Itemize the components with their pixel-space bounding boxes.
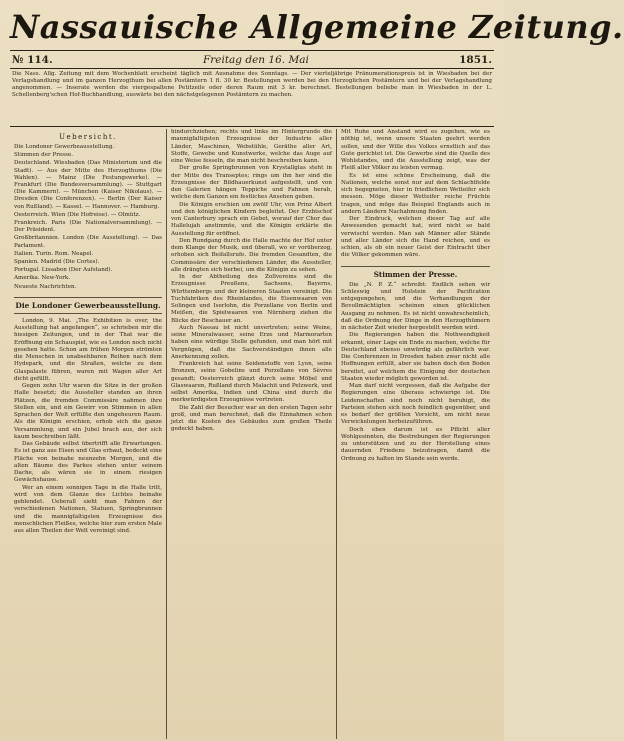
issue-number: № 114. xyxy=(12,53,53,66)
article-paragraph: Die Königin erschien um zwölf Uhr, von Prinz Albert und den königlichen Kindern begleitet. Der Erzbischof von Canterbury sprach ein Gebet, worauf der Chor das Hallelujah anstimmte, und die Königin erklärte die Ausstellung für eröffnet. xyxy=(171,201,332,237)
issue-date: Freitag den 16. Mai xyxy=(202,53,309,66)
article-paragraph: Frankreich hat seine Seidenstoffe von Lyon, seine Bronzen, seine Gobelins und Porzellane von Sèvres gesandt; Oesterreich glänzt durch seine Möbel und Glaswaaren, Rußland durch Malachit und Pelzwerk, und selbst Amerika, Indien und China sind durch die merkwürdigsten Erzeugnisse vertreten. xyxy=(171,361,332,404)
article-paragraph: Das Gebäude selbst übertrifft alle Erwartungen. Es ist ganz aus Eisen und Glas erbaut, bedeckt eine Fläche von beinahe neunzehn Morgen, und die alten Bäume des Parkes stehen unter seinem Dache, als wären sie in einem riesigen Gewächshause. xyxy=(14,441,162,484)
toc-title: Uebersicht. xyxy=(59,133,117,141)
toc-item: Neueste Nachrichten. xyxy=(14,283,77,290)
article-paragraph: Mit Ruhe und Anstand wird es zugehen, wie es nöthig ist, wenn unsere Staaten geehrt werden sollen, und der Wille des Volkes ernstlich auf das Gute gerichtet ist. Die Gewerbe sind die Quelle des Wohlstandes, und die Ausstellung zeigt, was der Fleiß aller Völker zu leisten vermag. xyxy=(341,129,490,172)
press-voices-body xyxy=(341,282,490,463)
article-body xyxy=(14,318,162,536)
article-paragraph: Man darf nicht vergessen, daß die Aufgabe der Regierungen eine überaus schwierige ist. Die Leidenschaften sind noch nicht beruhigt, die Parteien stehen sich noch feindlich gegenüber, und es bedarf der größten Vorsicht, um nicht neue Verwickelungen herbeizuführen. xyxy=(341,383,490,426)
toc-item: Italien. Turin. Rom. Neapel. xyxy=(14,250,94,257)
article-paragraph: Die Zahl der Besucher war an den ersten Tagen sehr groß, und man berechnet, daß die Einnahmen schon jetzt die Kosten des Gebäudes zum großen Theile gedeckt haben. xyxy=(171,404,332,433)
toc-item: Großbritannien. London (Die Ausstellung). — Das Parlament. xyxy=(14,235,162,249)
column-2 xyxy=(167,129,337,739)
toc-item: Frankreich. Paris (Die Nationalversammlung). — Der Präsident. xyxy=(14,220,162,234)
article-paragraph: Den Rundgang durch die Halle machte der Hof unter dem Klange der Musik, und überall, wo er vorüberzog, erhoben sich Beifallsrufe. Die fremden Gesandten, die Commissäre der verschiedenen Länder, die Aussteller, alle drängten sich herbei, um die Königin zu sehen. xyxy=(171,237,332,273)
toc-item: Die Londoner Gewerbeausstellung. xyxy=(14,144,115,150)
notice-rule xyxy=(10,126,494,127)
toc-item: Portugal. Lissabon (Der Aufstand). xyxy=(14,267,113,274)
article-dateline: London, 9. Mai. xyxy=(22,317,72,324)
issue-year: 1851. xyxy=(459,53,492,66)
toc-item: Amerika. New-York. xyxy=(14,275,71,282)
toc-item: Stimmen der Presse. xyxy=(14,152,74,159)
article-paragraph: Die „N. P. Z.“ schreibt: Endlich sehen wir Schleswig und Holstein der Pacification entgegengehen, und die Verhandlungen der Bevollmächtigten scheinen einen glücklichen Ausgang zu nehmen. Es ist nicht unwahrscheinlich, daß die Ordnung der Dinge in den Herzogthümern in nächster Zeit wieder hergestellt werden wird. xyxy=(341,281,490,331)
article-paragraph: In der Abtheilung des Zollvereins sind die Erzeugnisse Preußens, Sachsens, Bayerns, Württembergs und der kleineren Staaten vereinigt. Die Tuchfabriken des Rheinlandes, die Eisenwaaren von Solingen und Iserlohn, die Porzellane von Berlin und Meißen, die Spielwaaren von Nürnberg ziehen die Blicke der Beschauer an. xyxy=(171,274,332,324)
columns xyxy=(10,129,494,739)
toc-item: Spanien. Madrid (Die Cortes). xyxy=(14,259,100,266)
article-body-continued xyxy=(171,129,332,434)
article-paragraph: Die Regierungen haben die Nothwendigkeit erkannt, einer Lage ein Ende zu machen, welche für Deutschland ebenso unwürdig als gefährlich war. Die Conferenzen in Dresden haben zwar nicht alle Hoffnungen erfüllt, aber sie haben doch den Boden bereitet, auf welchem die Einigung der deutschen Staaten wieder möglich geworden ist. xyxy=(341,332,490,382)
article-paragraph: London, 9. Mai. „The Exhibition is over, the Ausstellung hat angefangen“, so schrieben mir die hiesigen Zeitungen, und in der That war die Eröffnung ein Schauspiel, wie es London noch nicht gesehen hatte. Schon am frühen Morgen strömten die Menschen in unabsehbaren Reihen nach dem Hydepark, und die Straßen, welche zu dem Glaspalaste führen, waren mit Wagen aller Art dicht gefüllt. xyxy=(14,317,162,382)
subscription-notice: Die Nass. Allg. Zeitung mit dem Wochenblatt erscheint täglich mit Ausnahme des Sonntags. — Der vierteljährige Pränumerationspreis ist in Wiesbaden bei der Verlagshandlung und im ganzen Herzogthum bei allen Postämtern 1 fl. 30 kr. Bestellungen werden bei den Herzoglichen Postämtern und bei der Verlagshandlung angenommen. — Inserate werden die viergespaltene Petitzeile oder deren Raum mit 3 kr. berechnet. Bestellungen beliebe man in Wiesbaden in der L. Schellenberg'schen Hof-Buchhandlung, auswärts bei den nächstgelegenen Postämtern zu machen. xyxy=(12,71,492,98)
article-paragraph: Der große Springbrunnen von Krystallglas steht in der Mitte des Transeptes; rings um ihn her sind die Erzeugnisse der Bildhauerkunst aufgestellt, und von den Galerien hängen Teppiche und Fahnen herab, welche dem Ganzen ein festliches Ansehen geben. xyxy=(171,165,332,201)
article-paragraph: Gegen zehn Uhr waren die Sitze in der großen Halle besetzt; die Aussteller standen an ihren Plätzen, die fremden Commissäre nahmen ihre Stellen ein, und ein Gewirr von Stimmen in allen Sprachen der Welt erfüllte den ungeheuren Raum. Als die Königin erschien, erhob sich die ganze Versammlung, und ein Jubel brach aus, der sich kaum beschreiben läßt. xyxy=(14,383,162,440)
article-paragraph: Es ist eine schöne Erscheinung, daß die Nationen, welche sonst nur auf dem Schlachtfelde sich begegneten, hier in friedlichem Wetteifer sich messen. Möge dieser Wetteifer reiche Früchte tragen, und möge das Beispiel Englands auch in andern Ländern Nachahmung finden. xyxy=(341,172,490,215)
article-paragraph: hindurchziehen; rechts und links im Hintergrunde die mannigfaltigsten Erzeugnisse der Industrie aller Länder, Maschinen, Webstühle, Geräthe aller Art, Stoffe, Gewebe und Kunstwerke, welche das Auge auf eine Weise fesseln, die man nicht beschreiben kann. xyxy=(171,129,332,164)
article-conclusion xyxy=(341,129,490,260)
section-headline: Stimmen der Presse. xyxy=(341,266,490,279)
masthead-title: Nassauische Allgemeine Zeitung. xyxy=(10,8,624,46)
article-paragraph: Doch eben darum ist es Pflicht aller Wohlgesinnten, die Bestrebungen der Regierungen zu unterstützen und zu der Herstellung eines dauernden Friedens beizutragen, damit die Ordnung zu halten im Stande sein werde. xyxy=(341,426,490,462)
article-paragraph: Auch Nassau ist nicht unvertreten; seine Weine, seine Mineralwasser, seine Erze und Marmorarten haben eine würdige Stelle gefunden, und man hört mit Vergnügen, daß die Sachverständigen ihnen alle Anerkennung zollen. xyxy=(171,324,332,360)
article-headline: Die Londoner Gewerbeausstellung. xyxy=(14,297,162,314)
table-of-contents xyxy=(14,144,162,291)
toc-item: Deutschland. Wiesbaden (Das Ministerium und die Stadt). — Aus der Mitte des Herzogthums (Die Wahlen). — Mainz (Die Festungswerke). — Frankfurt (Die Bundesversammlung). — Stuttgart (Die Kammern). — München (Kaiser Nikolaus). — Dresden (Die Conferenzen). — Berlin (Der Kaiser von Rußland). — Kassel. — Hannover. — Hamburg. xyxy=(14,160,162,210)
column-1 xyxy=(10,129,167,739)
toc-item: Oesterreich. Wien (Die Hofreise). — Olmütz. xyxy=(14,211,141,218)
article-paragraph: Wer an einem sonnigen Tage in die Halle tritt, wird von dem Glanze des Lichtes beinahe geblendet. Ueberall sieht man Fahnen der verschiedenen Nationen, Statuen, Springbrunnen und die mannigfaltigsten Erzeugnisse des menschlichen Fleißes, welche hier zum ersten Male aus allen Theilen der Welt vereinigt sind. xyxy=(14,484,162,535)
dateline xyxy=(10,51,494,68)
article-paragraph: Der Eindruck, welchen dieser Tag auf alle Anwesenden gemacht hat, wird nicht so bald verwischt werden. Man sah Männer aller Stände und aller Länder sich die Hand reichen, und es schien, als ob ein neuer Geist der Eintracht über die Völker gekommen wäre. xyxy=(341,216,490,259)
column-3 xyxy=(337,129,494,739)
